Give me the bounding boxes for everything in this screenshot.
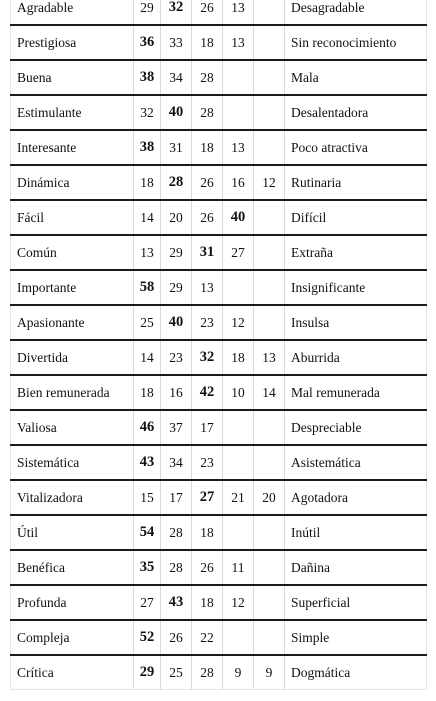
score-cell-1: 13 — [134, 235, 161, 270]
score-cell-2: 37 — [161, 410, 192, 445]
score-cell-2: 26 — [161, 620, 192, 655]
score-cell-2: 28 — [161, 515, 192, 550]
table-row — [11, 340, 427, 375]
left-adjective-cell: Útil — [11, 515, 134, 550]
right-adjective-cell: Insignificante — [285, 270, 427, 305]
semantic-differential-table — [10, 0, 427, 690]
score-cell-2: 43 — [161, 585, 192, 620]
score-cell-5 — [254, 585, 285, 620]
table-row — [11, 655, 427, 690]
right-adjective-cell: Dañina — [285, 550, 427, 585]
table-row — [11, 550, 427, 585]
table-body — [11, 0, 427, 690]
score-cell-3: 27 — [192, 480, 223, 515]
table-row — [11, 445, 427, 480]
score-cell-5 — [254, 445, 285, 480]
score-cell-1: 38 — [134, 60, 161, 95]
left-adjective-cell: Importante — [11, 270, 134, 305]
table-row — [11, 165, 427, 200]
table-row — [11, 60, 427, 95]
right-adjective-cell: Desalentadora — [285, 95, 427, 130]
score-cell-4: 12 — [223, 585, 254, 620]
right-adjective-cell: Difícil — [285, 200, 427, 235]
score-cell-1: 18 — [134, 375, 161, 410]
score-cell-5: 20 — [254, 480, 285, 515]
score-cell-4 — [223, 515, 254, 550]
right-adjective-cell: Aburrida — [285, 340, 427, 375]
left-adjective-cell: Profunda — [11, 585, 134, 620]
score-cell-5 — [254, 550, 285, 585]
right-adjective-cell: Dogmática — [285, 655, 427, 690]
score-cell-2: 16 — [161, 375, 192, 410]
right-adjective-cell: Extraña — [285, 235, 427, 270]
left-adjective-cell: Estimulante — [11, 95, 134, 130]
left-adjective-cell: Interesante — [11, 130, 134, 165]
right-adjective-cell: Asistemática — [285, 445, 427, 480]
score-cell-5 — [254, 235, 285, 270]
score-cell-3: 42 — [192, 375, 223, 410]
score-cell-2: 29 — [161, 235, 192, 270]
score-cell-2: 40 — [161, 305, 192, 340]
score-cell-3: 31 — [192, 235, 223, 270]
score-cell-3: 13 — [192, 270, 223, 305]
score-cell-4: 40 — [223, 200, 254, 235]
table-row — [11, 620, 427, 655]
score-cell-1: 15 — [134, 480, 161, 515]
score-cell-4 — [223, 620, 254, 655]
score-cell-1: 54 — [134, 515, 161, 550]
score-cell-5 — [254, 60, 285, 95]
left-adjective-cell: Buena — [11, 60, 134, 95]
score-cell-4: 10 — [223, 375, 254, 410]
score-cell-2: 25 — [161, 655, 192, 690]
score-cell-1: 14 — [134, 340, 161, 375]
score-cell-1: 18 — [134, 165, 161, 200]
score-cell-3: 26 — [192, 550, 223, 585]
score-cell-3: 23 — [192, 445, 223, 480]
left-adjective-cell: Dinámica — [11, 165, 134, 200]
score-cell-1: 36 — [134, 25, 161, 60]
left-adjective-cell: Común — [11, 235, 134, 270]
score-cell-4: 13 — [223, 25, 254, 60]
score-cell-1: 29 — [134, 0, 161, 25]
right-adjective-cell: Superficial — [285, 585, 427, 620]
score-cell-5: 12 — [254, 165, 285, 200]
right-adjective-cell: Agotadora — [285, 480, 427, 515]
score-cell-2: 28 — [161, 550, 192, 585]
score-cell-1: 58 — [134, 270, 161, 305]
score-cell-3: 28 — [192, 655, 223, 690]
left-adjective-cell: Bien remunerada — [11, 375, 134, 410]
score-cell-2: 20 — [161, 200, 192, 235]
left-adjective-cell: Apasionante — [11, 305, 134, 340]
score-cell-2: 34 — [161, 445, 192, 480]
table-row — [11, 305, 427, 340]
score-cell-4: 9 — [223, 655, 254, 690]
score-cell-1: 27 — [134, 585, 161, 620]
score-cell-3: 18 — [192, 585, 223, 620]
table-row — [11, 235, 427, 270]
score-cell-3: 28 — [192, 95, 223, 130]
right-adjective-cell: Mal remunerada — [285, 375, 427, 410]
left-adjective-cell: Vitalizadora — [11, 480, 134, 515]
score-cell-4 — [223, 270, 254, 305]
score-cell-2: 32 — [161, 0, 192, 25]
score-cell-4 — [223, 95, 254, 130]
score-cell-1: 52 — [134, 620, 161, 655]
left-adjective-cell: Crítica — [11, 655, 134, 690]
score-cell-3: 22 — [192, 620, 223, 655]
table-row — [11, 375, 427, 410]
score-cell-5 — [254, 95, 285, 130]
right-adjective-cell: Inútil — [285, 515, 427, 550]
right-adjective-cell: Simple — [285, 620, 427, 655]
score-cell-4: 18 — [223, 340, 254, 375]
table-row — [11, 0, 427, 25]
left-adjective-cell: Agradable — [11, 0, 134, 25]
score-cell-4: 13 — [223, 0, 254, 25]
score-cell-4: 21 — [223, 480, 254, 515]
score-cell-5 — [254, 200, 285, 235]
table-row — [11, 25, 427, 60]
score-cell-5: 9 — [254, 655, 285, 690]
score-cell-1: 14 — [134, 200, 161, 235]
right-adjective-cell: Mala — [285, 60, 427, 95]
score-cell-4 — [223, 60, 254, 95]
right-adjective-cell: Rutinaria — [285, 165, 427, 200]
right-adjective-cell: Insulsa — [285, 305, 427, 340]
score-cell-2: 33 — [161, 25, 192, 60]
score-cell-2: 40 — [161, 95, 192, 130]
score-cell-2: 28 — [161, 165, 192, 200]
score-cell-3: 23 — [192, 305, 223, 340]
left-adjective-cell: Compleja — [11, 620, 134, 655]
score-cell-3: 18 — [192, 130, 223, 165]
score-cell-3: 28 — [192, 60, 223, 95]
table-row — [11, 480, 427, 515]
score-cell-3: 18 — [192, 515, 223, 550]
score-cell-1: 43 — [134, 445, 161, 480]
score-cell-4: 11 — [223, 550, 254, 585]
score-cell-5 — [254, 620, 285, 655]
score-cell-5 — [254, 0, 285, 25]
table-row — [11, 130, 427, 165]
score-cell-4: 12 — [223, 305, 254, 340]
score-cell-2: 31 — [161, 130, 192, 165]
score-cell-5 — [254, 515, 285, 550]
right-adjective-cell: Sin reconocimiento — [285, 25, 427, 60]
left-adjective-cell: Prestigiosa — [11, 25, 134, 60]
score-cell-3: 26 — [192, 0, 223, 25]
table-row — [11, 95, 427, 130]
score-cell-3: 26 — [192, 165, 223, 200]
score-cell-2: 34 — [161, 60, 192, 95]
score-cell-3: 18 — [192, 25, 223, 60]
score-cell-3: 17 — [192, 410, 223, 445]
table-row — [11, 515, 427, 550]
score-cell-4: 13 — [223, 130, 254, 165]
score-cell-5 — [254, 25, 285, 60]
score-cell-5 — [254, 410, 285, 445]
left-adjective-cell: Divertida — [11, 340, 134, 375]
right-adjective-cell: Desagradable — [285, 0, 427, 25]
score-cell-5 — [254, 130, 285, 165]
right-adjective-cell: Despreciable — [285, 410, 427, 445]
score-cell-1: 35 — [134, 550, 161, 585]
table-row — [11, 410, 427, 445]
score-cell-2: 29 — [161, 270, 192, 305]
left-adjective-cell: Valiosa — [11, 410, 134, 445]
score-cell-4: 16 — [223, 165, 254, 200]
table-row — [11, 585, 427, 620]
score-cell-4 — [223, 445, 254, 480]
score-cell-5 — [254, 270, 285, 305]
left-adjective-cell: Fácil — [11, 200, 134, 235]
score-cell-1: 38 — [134, 130, 161, 165]
score-cell-5: 14 — [254, 375, 285, 410]
score-cell-1: 25 — [134, 305, 161, 340]
score-cell-3: 26 — [192, 200, 223, 235]
score-cell-5 — [254, 305, 285, 340]
score-cell-5: 13 — [254, 340, 285, 375]
table-row — [11, 200, 427, 235]
score-cell-4 — [223, 410, 254, 445]
score-cell-3: 32 — [192, 340, 223, 375]
score-cell-1: 29 — [134, 655, 161, 690]
score-cell-2: 17 — [161, 480, 192, 515]
right-adjective-cell: Poco atractiva — [285, 130, 427, 165]
score-cell-4: 27 — [223, 235, 254, 270]
score-cell-2: 23 — [161, 340, 192, 375]
left-adjective-cell: Benéfica — [11, 550, 134, 585]
score-cell-1: 32 — [134, 95, 161, 130]
score-cell-1: 46 — [134, 410, 161, 445]
table-row — [11, 270, 427, 305]
left-adjective-cell: Sistemática — [11, 445, 134, 480]
